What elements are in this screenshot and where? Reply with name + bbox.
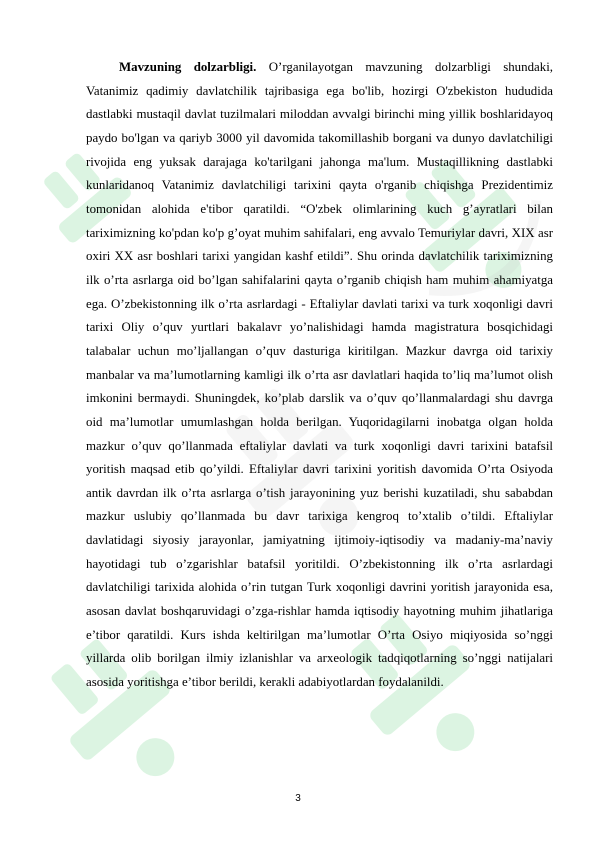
section-heading: Mavzuning dolzarbligi. <box>119 60 257 74</box>
page-number: 3 <box>295 793 301 804</box>
body-text <box>86 56 553 695</box>
paragraph <box>86 56 553 695</box>
paragraph-text: O’rganilayotgan mavzuning dolzarbligi shundaki, Vatanimiz qadimiy davlatchilik tajribasiga ega bo'lib, hozirgi O'zbekiston hududida dastlabki mustaqil davlat tuzilmalari miloddan avvalgi birinchi ming yillik boshlaridayoq paydo bo'lgan va qariyb 3000 yil davomida takomillashib borgani va dunyo davlatchiligi rivojida eng yuksak darajaga ko'tarilgani jahonga ma'lum. Mustaqillikning dastlabki kunlaridanoq Vatanimiz davlatchiligi tarixini qayta o'rganib chiqishga Prezidentimiz tomonidan alohida e'tibor qaratildi. “O'zbek olimlarining kuch g’ayratlari bilan tariximizning ko'pdan ko'p g’oyat muhim sahifalari, eng avvalo Temuriylar davri, XIX asr oxiri XX asr boshlari tarixi yangidan kashf etildi”. Shu orinda davlatchilik tariximizning ilk o’rta asrlarga oid bo’lgan sahifalarini qayta o’rganib chiqish ham muhim ahamiyatga ega. O’zbekistonning ilk o’rta asrlardagi - Eftaliylar davlati tarixi va turk xoqonligi davri tarixi Oliy o’quv yurtlari bakalavr yo’nalishidagi hamda magistratura bosqichidagi talabalar uchun mo’ljallangan o’quv dasturiga kiritilgan. Mazkur davrga oid tarixiy manbalar va ma’lumotlarning kamligi ilk o’rta asr davlatlari haqida to’liq ma’lumot olish imkonini bermaydi. Shuningdek, ko’plab darslik va o’quv qo’llanmalardagi shu davrga oid ma’lumotlar umumlashgan holda berilgan. Yuqoridagilarni inobatga olgan holda mazkur o’quv qo’llanmada eftaliylar davlati va turk xoqonligi davri tarixini batafsil yoritish maqsad etib qo’yildi. Eftaliylar davri tarixini yoritish davomida O’rta Osiyoda antik davrdan ilk o’rta asrlarga o’tish jarayonining yuz berishi kuzatiladi, shu sababdan mazkur uslubiy qo’llanmada bu davr tarixiga kengroq to’xtalib o’tildi. Eftaliylar davlatidagi siyosiy jarayonlar, jamiyatning ijtimoiy-iqtisodiy va madaniy-ma’naviy hayotidagi tub o’zgarishlar batafsil yoritildi. O’zbekistonning ilk o’rta asrlardagi davlatchiligi tarixida alohida o’rin tutgan Turk xoqonligi davrini yoritish jarayonida esa, asosan davlat boshqaruvidagi o’zga-rishlar hamda iqtisodiy hayotning muhim jihatlariga e’tibor qaratildi. Kurs ishda keltirilgan ma’lumotlar O’rta Osiyo miqiyosida so’nggi yillarda olib borilgan ilmiy izlanishlar va arxeologik tadqiqotlarning so’nggi natijalari asosida yoritishga e’tibor berildi, kerakli adabiyotlardan foydalanildi. <box>86 60 553 690</box>
